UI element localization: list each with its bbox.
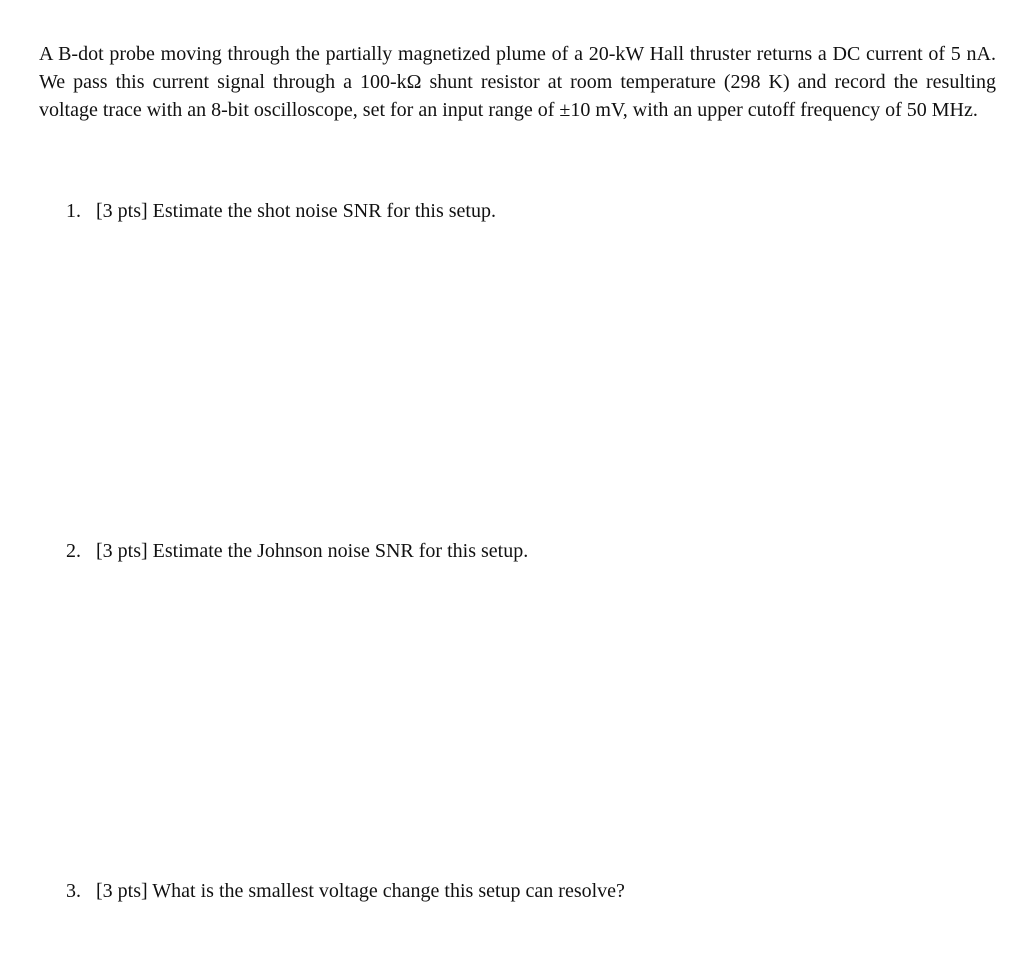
question-1 <box>66 197 966 225</box>
question-2 <box>66 537 966 565</box>
question-3-text: [3 pts] What is the smallest voltage change this setup can resolve? <box>96 880 625 902</box>
question-2-number: 2. <box>66 540 81 562</box>
problem-statement: A B-dot probe moving through the partially magnetized plume of a 20-kW Hall thruster returns a DC current of 5 nA. We pass this current signal through a 100-kΩ shunt resistor at room temperature (298 K) and record the resulting voltage trace with an 8-bit oscilloscope, set for an input range of ±10 mV, with an upper cutoff frequency of 50 MHz. <box>39 43 996 121</box>
question-1-number: 1. <box>66 200 81 222</box>
question-2-text: [3 pts] Estimate the Johnson noise SNR for this setup. <box>96 540 529 562</box>
question-3-number: 3. <box>66 880 81 902</box>
question-1-text: [3 pts] Estimate the shot noise SNR for this setup. <box>96 200 496 222</box>
question-3 <box>66 877 966 905</box>
